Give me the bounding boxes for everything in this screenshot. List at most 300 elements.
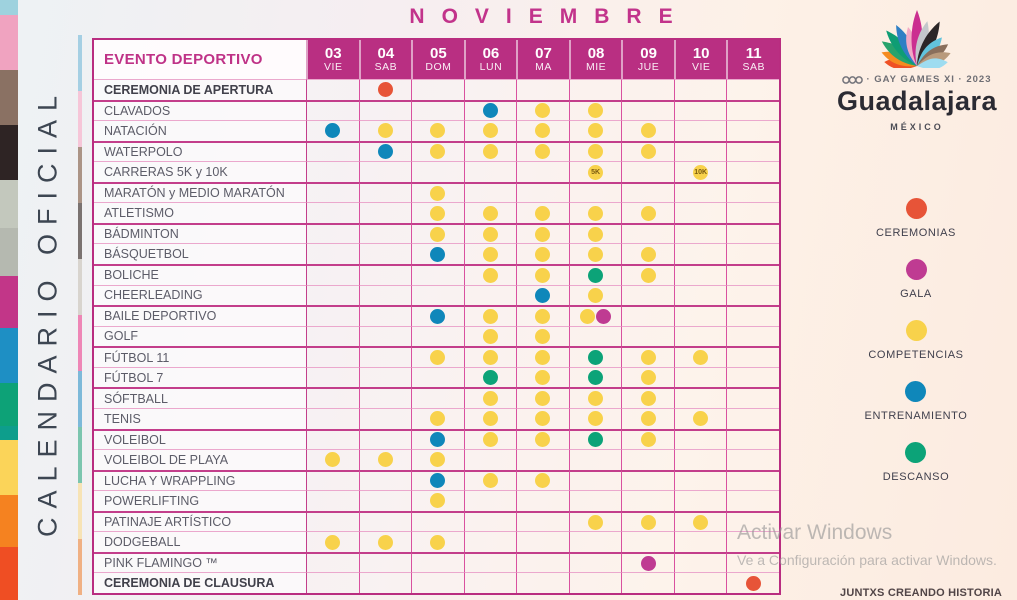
day-cell (621, 100, 674, 121)
day-cell (726, 305, 779, 326)
day-cell (359, 449, 412, 470)
event-dot: 5K (588, 165, 603, 180)
column-day-number: 05 (430, 45, 447, 63)
event-dot (483, 432, 498, 447)
event-dot (535, 103, 550, 118)
column-header-day (726, 40, 779, 79)
day-cell (306, 161, 359, 182)
event-name-cell: CARRERAS 5K y 10K (94, 161, 306, 182)
day-cell (569, 429, 622, 450)
day-cell (726, 285, 779, 306)
event-dot (378, 82, 393, 97)
event-name-cell: BOLICHE (94, 264, 306, 285)
day-cell (359, 243, 412, 264)
day-cell (569, 100, 622, 121)
event-dot (430, 247, 445, 262)
column-header-day (516, 40, 569, 79)
day-cell (569, 326, 622, 347)
day-cell (306, 285, 359, 306)
column-header-day (306, 40, 359, 79)
event-name-cell: BAILE DEPORTIVO (94, 305, 306, 326)
event-dot (693, 515, 708, 530)
day-cell (464, 470, 517, 491)
day-cell (674, 572, 727, 593)
day-cell (359, 223, 412, 244)
event-name-cell: POWERLIFTING (94, 490, 306, 511)
day-cell (726, 79, 779, 100)
day-cell (359, 346, 412, 367)
day-cell (621, 202, 674, 223)
day-cell (411, 367, 464, 388)
day-cell (674, 408, 727, 429)
event-dot (641, 144, 656, 159)
day-cell (359, 470, 412, 491)
day-cell (726, 346, 779, 367)
day-cell (516, 202, 569, 223)
day-cell (411, 531, 464, 552)
day-cell (359, 511, 412, 532)
day-cell (306, 243, 359, 264)
event-dot (588, 144, 603, 159)
day-cell (674, 120, 727, 141)
day-cell (516, 387, 569, 408)
event-dot (483, 206, 498, 221)
strip-segment (0, 276, 18, 328)
day-cell (464, 223, 517, 244)
column-day-number: 11 (745, 45, 762, 63)
day-cell (674, 552, 727, 573)
day-cell (411, 449, 464, 470)
event-dot (430, 432, 445, 447)
accent-segment (78, 371, 82, 427)
strip-segment (0, 70, 18, 125)
event-dot (430, 206, 445, 221)
day-cell (359, 408, 412, 429)
event-dot (430, 493, 445, 508)
event-dot (483, 473, 498, 488)
day-cell (306, 490, 359, 511)
day-cell (674, 223, 727, 244)
column-header-day (621, 40, 674, 79)
event-name-cell: CHEERLEADING (94, 285, 306, 306)
day-cell (726, 264, 779, 285)
day-cell (306, 264, 359, 285)
day-cell (569, 490, 622, 511)
day-cell (359, 141, 412, 162)
event-dot (588, 268, 603, 283)
day-cell (569, 182, 622, 203)
day-cell (516, 531, 569, 552)
day-cell (306, 572, 359, 593)
day-cell (621, 79, 674, 100)
day-cell (569, 449, 622, 470)
day-cell (359, 572, 412, 593)
day-cell (464, 182, 517, 203)
footer-slogan: JUNTXS CREANDO HISTORIA (840, 587, 1003, 599)
event-dot (430, 144, 445, 159)
logo-country: MÉXICO (890, 122, 944, 132)
day-cell (359, 79, 412, 100)
day-cell (464, 572, 517, 593)
column-day-abbr: MA (535, 60, 552, 73)
day-cell (621, 141, 674, 162)
legend-dot (906, 320, 927, 341)
day-cell (464, 408, 517, 429)
day-cell (726, 243, 779, 264)
event-dot (430, 411, 445, 426)
left-color-strip (0, 0, 18, 600)
day-cell (306, 367, 359, 388)
event-dot (641, 350, 656, 365)
day-cell (621, 449, 674, 470)
petal-fan-icon (837, 4, 997, 68)
day-cell (674, 490, 727, 511)
event-name-cell: PINK FLAMINGO ™ (94, 552, 306, 573)
day-cell (516, 429, 569, 450)
day-cell (464, 367, 517, 388)
event-dot (483, 227, 498, 242)
day-cell (464, 326, 517, 347)
day-cell (516, 100, 569, 121)
day-cell (411, 141, 464, 162)
day-cell (621, 305, 674, 326)
accent-segment (78, 315, 82, 371)
event-name-cell: NATACIÓN (94, 120, 306, 141)
legend-dot (905, 381, 926, 402)
day-cell (516, 120, 569, 141)
event-dot (378, 144, 393, 159)
day-cell (464, 531, 517, 552)
day-cell (516, 223, 569, 244)
day-cell (306, 326, 359, 347)
column-day-number: 08 (587, 45, 605, 63)
day-cell (569, 264, 622, 285)
day-cell (569, 470, 622, 491)
day-cell (306, 182, 359, 203)
event-name-cell: GOLF (94, 326, 306, 347)
day-cell (726, 141, 779, 162)
day-cell (411, 223, 464, 244)
day-cell (359, 429, 412, 450)
day-cell (621, 223, 674, 244)
event-dot (430, 535, 445, 550)
event-dot (588, 432, 603, 447)
column-day-number: 10 (692, 45, 710, 63)
day-cell (674, 161, 727, 182)
day-cell (464, 449, 517, 470)
day-cell (621, 367, 674, 388)
day-cell (674, 367, 727, 388)
day-cell (516, 182, 569, 203)
column-day-abbr: SAB (742, 60, 765, 73)
day-cell (621, 531, 674, 552)
windows-activation-watermark (737, 521, 997, 568)
column-header-day (411, 40, 464, 79)
day-cell (411, 285, 464, 306)
event-name-cell: BÁSQUETBOL (94, 243, 306, 264)
accent-segment (78, 91, 82, 147)
event-dot (693, 411, 708, 426)
event-dot (580, 309, 595, 324)
day-cell (674, 100, 727, 121)
event-name-cell: ATLETISMO (94, 202, 306, 223)
day-cell (306, 79, 359, 100)
event-dot (535, 411, 550, 426)
event-dot (641, 247, 656, 262)
day-cell (411, 161, 464, 182)
day-cell (516, 285, 569, 306)
event-logo (826, 4, 1008, 132)
day-cell (569, 120, 622, 141)
event-dot (535, 432, 550, 447)
day-cell (674, 264, 727, 285)
strip-segment (0, 15, 18, 70)
legend-item (876, 198, 956, 239)
day-cell (621, 572, 674, 593)
day-cell (359, 305, 412, 326)
event-dot (588, 350, 603, 365)
day-cell (674, 449, 727, 470)
event-name-cell: BÁDMINTON (94, 223, 306, 244)
event-dot (535, 370, 550, 385)
day-cell (621, 243, 674, 264)
column-header-day (464, 40, 517, 79)
day-cell (621, 182, 674, 203)
event-dot (430, 227, 445, 242)
day-cell (306, 202, 359, 223)
column-header-day (569, 40, 622, 79)
legend-item (883, 442, 950, 483)
logo-city: Guadalajara (836, 86, 998, 116)
day-cell (411, 408, 464, 429)
day-cell (674, 202, 727, 223)
event-dot (641, 206, 656, 221)
day-cell (674, 326, 727, 347)
day-cell (726, 408, 779, 429)
event-dot (483, 309, 498, 324)
accent-segment (78, 203, 82, 259)
event-dot (378, 123, 393, 138)
event-dot (378, 452, 393, 467)
event-dot (588, 411, 603, 426)
day-cell (411, 305, 464, 326)
day-cell (464, 552, 517, 573)
column-header-day (674, 40, 727, 79)
event-dot (596, 309, 611, 324)
day-cell (464, 429, 517, 450)
day-cell (621, 161, 674, 182)
event-dot (325, 452, 340, 467)
day-cell (674, 470, 727, 491)
day-cell (464, 243, 517, 264)
vertical-page-title: CALENDARIO OFICIAL (32, 86, 63, 537)
day-cell (359, 387, 412, 408)
strip-segment (0, 440, 18, 495)
day-cell (516, 141, 569, 162)
day-cell (674, 182, 727, 203)
legend-dot (906, 198, 927, 219)
event-dot (641, 411, 656, 426)
day-cell (569, 285, 622, 306)
day-cell (306, 408, 359, 429)
day-cell (516, 326, 569, 347)
day-cell (569, 223, 622, 244)
event-dot (483, 411, 498, 426)
event-dot (483, 123, 498, 138)
calendar-table (92, 38, 781, 595)
event-dot (641, 370, 656, 385)
event-dot (588, 391, 603, 406)
day-cell (674, 387, 727, 408)
logo-badge (826, 74, 1008, 85)
day-cell (726, 326, 779, 347)
event-dot (641, 515, 656, 530)
day-cell (569, 511, 622, 532)
day-cell (621, 285, 674, 306)
day-cell (464, 120, 517, 141)
event-dot (483, 247, 498, 262)
day-cell (306, 346, 359, 367)
day-cell (516, 264, 569, 285)
event-name-cell: FÚTBOL 7 (94, 367, 306, 388)
event-dot (588, 370, 603, 385)
day-cell (359, 285, 412, 306)
day-cell (411, 572, 464, 593)
strip-segment (0, 495, 18, 547)
column-day-number: 09 (640, 45, 657, 63)
day-cell (569, 305, 622, 326)
event-name-cell: PATINAJE ARTÍSTICO (94, 511, 306, 532)
day-cell (359, 100, 412, 121)
event-dot (483, 370, 498, 385)
day-cell (674, 141, 727, 162)
strip-segment (0, 426, 18, 440)
legend-dot (905, 442, 926, 463)
column-header-day (359, 40, 412, 79)
day-cell (306, 511, 359, 532)
day-cell (464, 387, 517, 408)
day-cell (569, 367, 622, 388)
day-cell (726, 449, 779, 470)
day-cell (516, 449, 569, 470)
accent-segment (78, 539, 82, 595)
event-dot (483, 350, 498, 365)
event-dot (641, 391, 656, 406)
event-dot (588, 227, 603, 242)
day-cell (569, 572, 622, 593)
event-dot (483, 103, 498, 118)
day-cell (621, 387, 674, 408)
strip-segment (0, 383, 18, 426)
event-dot (588, 247, 603, 262)
event-dot (641, 268, 656, 283)
event-dot (483, 144, 498, 159)
day-cell (306, 141, 359, 162)
day-cell (621, 511, 674, 532)
day-cell (306, 470, 359, 491)
event-dot (641, 123, 656, 138)
day-cell (726, 490, 779, 511)
day-cell (464, 79, 517, 100)
column-day-abbr: JUE (637, 60, 660, 73)
event-dot (430, 123, 445, 138)
day-cell (674, 243, 727, 264)
column-day-number: 07 (535, 45, 552, 63)
day-cell (569, 552, 622, 573)
day-cell (674, 346, 727, 367)
day-cell (516, 408, 569, 429)
event-dot (746, 576, 761, 591)
event-dot (325, 535, 340, 550)
day-cell (621, 408, 674, 429)
event-dot (535, 247, 550, 262)
watermark-subtitle: Ve a Configuración para activar Windows. (737, 552, 997, 568)
day-cell (411, 470, 464, 491)
day-cell (464, 264, 517, 285)
column-day-number: 03 (324, 45, 342, 63)
event-dot (588, 288, 603, 303)
day-cell (621, 470, 674, 491)
legend-label: DESCANSO (882, 471, 950, 483)
day-cell (306, 552, 359, 573)
day-cell (726, 387, 779, 408)
column-day-abbr: SAB (374, 60, 398, 73)
event-dot: 10K (693, 165, 708, 180)
day-cell (569, 243, 622, 264)
day-cell (516, 490, 569, 511)
day-cell (359, 161, 412, 182)
day-cell (621, 346, 674, 367)
day-cell (621, 264, 674, 285)
day-cell (516, 470, 569, 491)
event-dot (430, 473, 445, 488)
day-cell (621, 429, 674, 450)
day-cell (674, 285, 727, 306)
strip-segment (0, 180, 18, 228)
accent-segment (78, 427, 82, 483)
day-cell (411, 243, 464, 264)
day-cell (464, 490, 517, 511)
day-cell (411, 202, 464, 223)
day-cell (674, 429, 727, 450)
legend-dot (906, 259, 927, 280)
column-day-number: 04 (377, 45, 395, 63)
day-cell (726, 572, 779, 593)
accent-segment (78, 483, 82, 539)
day-cell (569, 408, 622, 429)
accent-segment (78, 35, 82, 91)
event-name-cell: CEREMONIA DE APERTURA (94, 79, 306, 100)
event-dot (535, 309, 550, 324)
legend-label: COMPETENCIAS (868, 349, 964, 361)
day-cell (411, 100, 464, 121)
day-cell (464, 511, 517, 532)
event-dot (483, 268, 498, 283)
day-cell (464, 141, 517, 162)
day-cell (726, 120, 779, 141)
day-cell (726, 161, 779, 182)
day-cell (411, 387, 464, 408)
day-cell (306, 429, 359, 450)
event-dot (535, 288, 550, 303)
event-name-cell: DODGEBALL (94, 531, 306, 552)
legend (846, 198, 986, 503)
strip-segment (0, 125, 18, 180)
day-cell (464, 346, 517, 367)
day-cell (411, 79, 464, 100)
legend-item (865, 381, 968, 422)
column-day-abbr: DOM (425, 60, 452, 73)
